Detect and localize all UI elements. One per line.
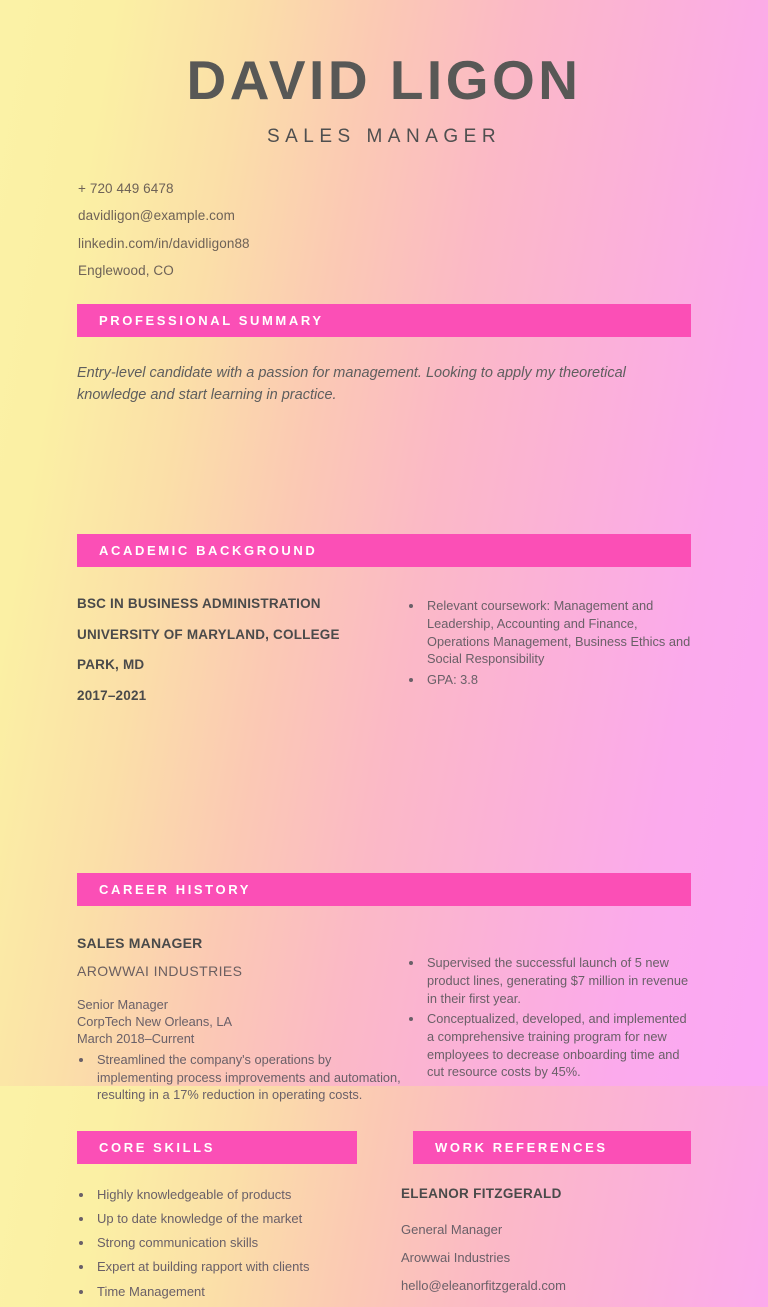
academic-left-column (77, 597, 407, 702)
career-dates-text: March 2018–Current (77, 1031, 195, 1047)
bottom-columns (77, 1164, 691, 1307)
section-header-academic-background: ACADEMIC BACKGROUND (77, 534, 691, 567)
list-item: • Supervised the successful launch of 5 new product lines, generating $7 million in revenue in their first year. (424, 954, 691, 1007)
professional-summary-text: Entry-level candidate with a passion for management. Looking to apply my theoretical knowledge and start learning in practice. (77, 364, 626, 403)
school-name-line2: PARK, MD (77, 657, 145, 673)
core-skills-list (77, 1186, 377, 1300)
contact-location: Englewood, CO (78, 263, 174, 279)
academic-bullet-list (407, 597, 691, 688)
list-item: • Highly knowledgeable of products (94, 1186, 377, 1203)
academic-right-column (407, 597, 691, 702)
career-left-column (77, 935, 407, 1107)
work-references-column (401, 1164, 691, 1307)
degree-title: BSC IN BUSINESS ADMINISTRATION (77, 596, 321, 612)
bottom-section-headers (77, 1131, 691, 1164)
reference-company: Arowwai Industries (401, 1249, 511, 1265)
reference-name: ELEANOR FITZGERALD (401, 1185, 562, 1201)
career-job-title: SALES MANAGER (77, 935, 203, 952)
list-item: • Expert at building rapport with clients (94, 1258, 377, 1275)
list-item: • Relevant coursework: Management and Leadership, Accounting and Finance, Operations Management, Business Ethics and Social Responsibility (424, 597, 691, 668)
section-header-work-references: WORK REFERENCES (413, 1131, 691, 1164)
career-role-line (77, 997, 407, 1048)
core-skills-column (77, 1164, 377, 1307)
list-item: • Conceptualized, developed, and implemented a comprehensive training program for new employees to decrease onboarding time and cut resource costs by 45%. (424, 1010, 691, 1081)
list-item: • Streamlined the company's operations by implementing process improvements and automation, resulting in a 17% reduction in operating costs. (94, 1051, 407, 1104)
career-role-text: Senior Manager (77, 997, 169, 1013)
reference-email: hello@eleanorfitzgerald.com (401, 1277, 566, 1293)
career-left-bullet-list (77, 1051, 407, 1104)
job-role-subtitle: SALES MANAGER (266, 125, 502, 147)
career-location-text: CorpTech New Orleans, LA (77, 1014, 233, 1030)
list-item: • Strong communication skills (94, 1234, 377, 1251)
academic-columns (77, 597, 691, 702)
list-item: • GPA: 3.8 (424, 671, 691, 689)
section-header-professional-summary: PROFESSIONAL SUMMARY (77, 304, 691, 337)
contact-linkedin: linkedin.com/in/davidligon88 (78, 235, 250, 251)
school-name-line1: UNIVERSITY OF MARYLAND, COLLEGE (77, 626, 340, 642)
contact-email: davidligon@example.com (78, 208, 235, 224)
reference-role: General Manager (401, 1221, 503, 1237)
contact-phone: + 720 449 6478 (78, 180, 174, 196)
page-title: DAVID LIGON (186, 49, 582, 111)
career-columns (77, 935, 691, 1107)
list-item: • Up to date knowledge of the market (94, 1210, 377, 1227)
list-item: • Time Management (94, 1283, 377, 1300)
career-company: AROWWAI INDUSTRIES (77, 963, 243, 980)
career-right-bullet-list (407, 954, 691, 1081)
education-dates: 2017–2021 (77, 687, 147, 703)
section-header-career-history: CAREER HISTORY (77, 873, 691, 906)
contact-list (78, 182, 768, 278)
career-right-column (407, 935, 691, 1107)
section-header-core-skills: CORE SKILLS (77, 1131, 357, 1164)
